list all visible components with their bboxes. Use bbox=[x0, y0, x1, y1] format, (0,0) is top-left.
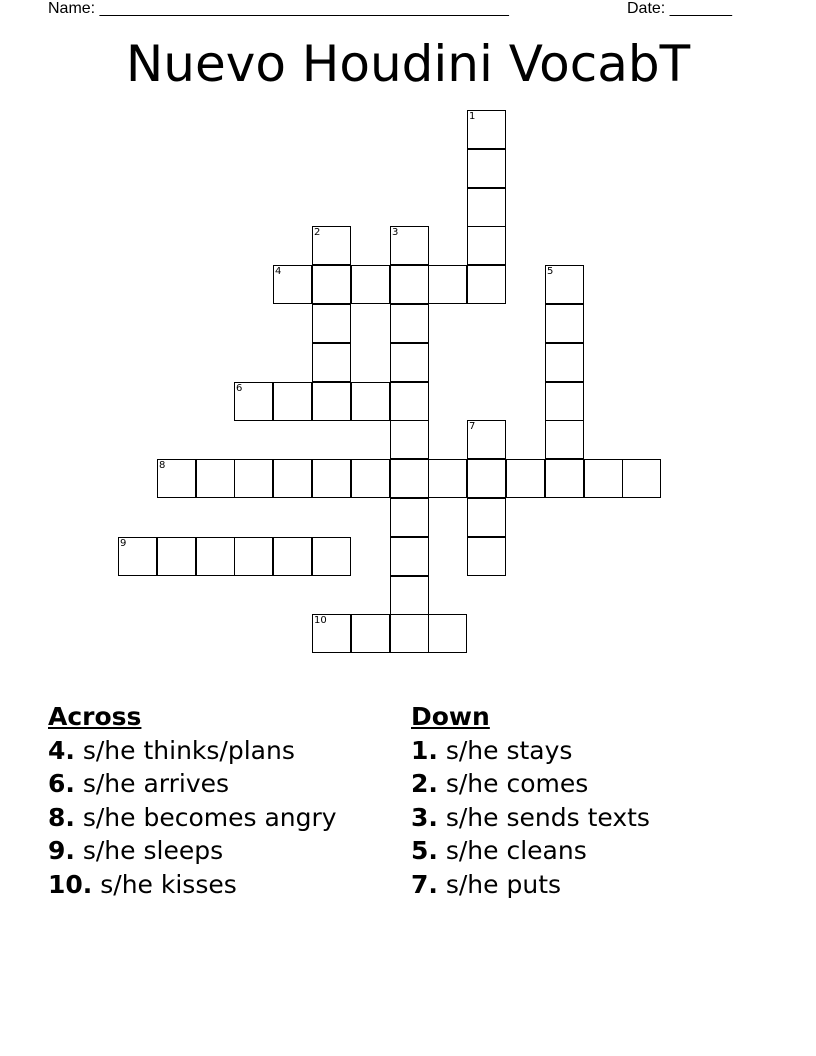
clue-item bbox=[48, 868, 337, 902]
clue-item bbox=[48, 834, 337, 868]
grid-cell[interactable] bbox=[390, 459, 429, 498]
clue-number: 9. bbox=[48, 836, 75, 866]
grid-cell[interactable] bbox=[234, 382, 273, 421]
cell-number: 3 bbox=[392, 227, 399, 238]
grid-cell[interactable] bbox=[312, 382, 351, 421]
grid-cell[interactable] bbox=[545, 420, 584, 459]
clue-item bbox=[48, 767, 337, 801]
grid-cell[interactable] bbox=[196, 537, 235, 576]
clue-text: s/he cleans bbox=[445, 836, 587, 866]
across-clues bbox=[48, 700, 337, 902]
grid-cell[interactable] bbox=[390, 343, 429, 382]
grid-cell[interactable] bbox=[467, 459, 506, 498]
grid-cell[interactable] bbox=[273, 537, 312, 576]
grid-cell[interactable] bbox=[312, 265, 351, 304]
cell-number: 7 bbox=[469, 421, 476, 432]
grid-cell[interactable] bbox=[506, 459, 545, 498]
grid-cell[interactable] bbox=[390, 498, 429, 537]
grid-cell[interactable] bbox=[545, 382, 584, 421]
clue-item bbox=[48, 801, 337, 835]
cell-number: 8 bbox=[159, 460, 166, 471]
clue-number: 5. bbox=[411, 836, 438, 866]
date-field-label: Date: _______ bbox=[627, 0, 732, 17]
down-heading: Down bbox=[411, 702, 490, 731]
clue-number: 7. bbox=[411, 869, 438, 899]
grid-cell[interactable] bbox=[312, 614, 351, 653]
cell-number: 2 bbox=[314, 227, 321, 238]
grid-cell[interactable] bbox=[273, 265, 312, 304]
grid-cell[interactable] bbox=[234, 537, 273, 576]
grid-cell[interactable] bbox=[545, 459, 584, 498]
grid-cell[interactable] bbox=[390, 304, 429, 343]
grid-cell[interactable] bbox=[273, 382, 312, 421]
grid-cell[interactable] bbox=[312, 459, 351, 498]
grid-cell[interactable] bbox=[196, 459, 235, 498]
clue-number: 3. bbox=[411, 802, 438, 832]
grid-cell[interactable] bbox=[390, 265, 429, 304]
grid-cell[interactable] bbox=[390, 382, 429, 421]
cell-number: 4 bbox=[275, 266, 282, 277]
grid-cell[interactable] bbox=[351, 382, 390, 421]
grid-cell[interactable] bbox=[428, 459, 467, 498]
grid-cell[interactable] bbox=[545, 265, 584, 304]
grid-cell[interactable] bbox=[118, 537, 157, 576]
cell-number: 5 bbox=[547, 266, 554, 277]
grid-cell[interactable] bbox=[545, 343, 584, 382]
clue-item bbox=[411, 734, 650, 768]
across-heading: Across bbox=[48, 702, 142, 731]
grid-cell[interactable] bbox=[351, 459, 390, 498]
cell-number: 6 bbox=[236, 383, 243, 394]
clue-number: 8. bbox=[48, 802, 75, 832]
grid-cell[interactable] bbox=[351, 265, 390, 304]
clue-number: 10. bbox=[48, 869, 93, 899]
clue-text: s/he arrives bbox=[82, 769, 230, 799]
grid-cell[interactable] bbox=[390, 576, 429, 615]
grid-cell[interactable] bbox=[428, 265, 467, 304]
clue-text: s/he puts bbox=[445, 869, 562, 899]
grid-cell[interactable] bbox=[312, 226, 351, 265]
grid-cell[interactable] bbox=[390, 614, 429, 653]
grid-cell[interactable] bbox=[351, 614, 390, 653]
cell-number: 10 bbox=[314, 615, 327, 626]
clue-number: 2. bbox=[411, 769, 438, 799]
grid-cell[interactable] bbox=[390, 226, 429, 265]
grid-cell[interactable] bbox=[467, 149, 506, 188]
clue-number: 6. bbox=[48, 769, 75, 799]
grid-cell[interactable] bbox=[467, 188, 506, 227]
clue-text: s/he kisses bbox=[100, 869, 237, 899]
page-title: Nuevo Houdini VocabT bbox=[125, 35, 691, 93]
grid-cell[interactable] bbox=[312, 304, 351, 343]
grid-cell[interactable] bbox=[273, 459, 312, 498]
clue-text: s/he sends texts bbox=[445, 802, 650, 832]
grid-cell[interactable] bbox=[545, 304, 584, 343]
grid-cell[interactable] bbox=[312, 537, 351, 576]
grid-cell[interactable] bbox=[157, 537, 196, 576]
grid-cell[interactable] bbox=[467, 226, 506, 265]
clue-number: 4. bbox=[48, 735, 75, 765]
clue-text: s/he comes bbox=[445, 769, 589, 799]
grid-cell[interactable] bbox=[467, 537, 506, 576]
clue-text: s/he thinks/plans bbox=[82, 735, 295, 765]
clue-item bbox=[411, 868, 650, 902]
clue-text: s/he becomes angry bbox=[82, 802, 337, 832]
down-clues bbox=[411, 700, 650, 902]
clue-item bbox=[411, 801, 650, 835]
grid-cell[interactable] bbox=[390, 420, 429, 459]
clue-item bbox=[411, 767, 650, 801]
grid-cell[interactable] bbox=[467, 265, 506, 304]
grid-cell[interactable] bbox=[312, 343, 351, 382]
cell-number: 9 bbox=[120, 538, 127, 549]
grid-cell[interactable] bbox=[584, 459, 623, 498]
grid-cell[interactable] bbox=[467, 110, 506, 149]
name-field-label: Name: ______________________________________________ bbox=[48, 0, 509, 17]
grid-cell[interactable] bbox=[234, 459, 273, 498]
clue-number: 1. bbox=[411, 735, 438, 765]
clue-text: s/he stays bbox=[445, 735, 573, 765]
clue-item bbox=[411, 834, 650, 868]
grid-cell[interactable] bbox=[390, 537, 429, 576]
grid-cell[interactable] bbox=[428, 614, 467, 653]
grid-cell[interactable] bbox=[622, 459, 661, 498]
cell-number: 1 bbox=[469, 111, 476, 122]
grid-cell[interactable] bbox=[157, 459, 196, 498]
grid-cell[interactable] bbox=[467, 420, 506, 459]
grid-cell[interactable] bbox=[467, 498, 506, 537]
clue-text: s/he sleeps bbox=[82, 836, 224, 866]
clue-item bbox=[48, 734, 337, 768]
